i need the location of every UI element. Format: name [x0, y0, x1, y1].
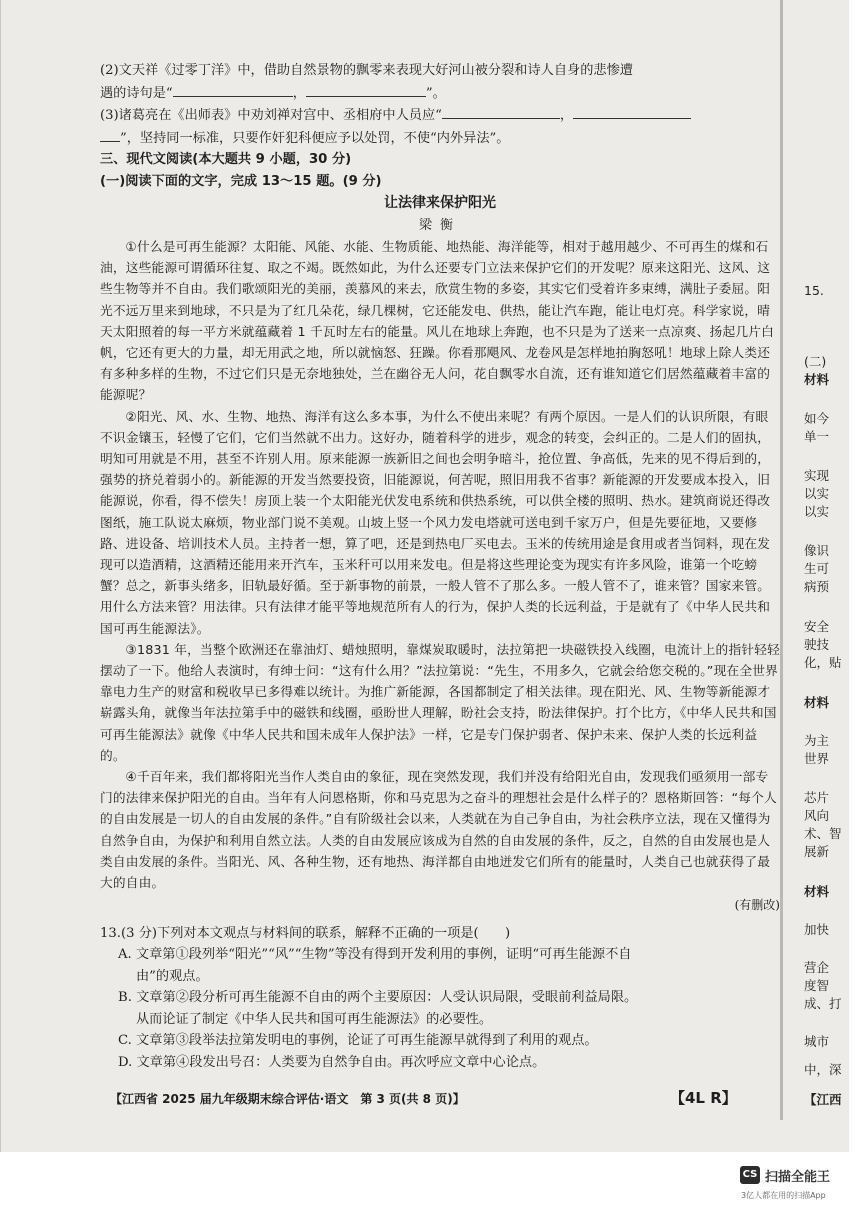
side-page-fragment: 芯片 — [804, 790, 830, 805]
answer-blank — [573, 104, 691, 119]
section-subheading: (一)阅读下面的文字，完成 13～15 题。(9 分) — [100, 173, 382, 189]
side-page-fragment: 材料 — [804, 372, 830, 387]
side-page-fragment: 世界 — [804, 751, 830, 766]
side-page-fragment: 单一 — [804, 429, 830, 444]
q2-comma: ， — [292, 85, 306, 101]
article-paragraph: ④千百年来，我们都将阳光当作人类自由的象征，现在突然发现，我们并没有给阳光自由，发现我们亟须用一部专门的法律来保护阳光的自由。当年有人问恩格斯，你和马克思为之奋斗的理想社会是什么样子的？恩格斯回答：“每个人的自由发展是一切人的自由发展的条件。”自有阶级社会以来，人类就在为自己争自由，为社会秩序立法，现在又懂得为自然争自由，为保护和利用自然立法。人类的自由发展应该成为自然的自由发展的条件，反之，自然的自由发展也是人类自由发展的条件。当阳光、风、各种生物，还有地热、海洋都自由地迸发它们所有的能量时，人类自己也就获得了最大的自由。 — [100, 769, 777, 891]
answer-blank — [442, 104, 560, 119]
watermark-brand: 扫描全能王 — [765, 1170, 831, 1185]
side-page-fragment: 度智 — [804, 978, 830, 993]
side-page-fragment: 营企 — [804, 960, 830, 975]
side-page-fragment: 以实 — [804, 486, 830, 501]
side-page-fragment: 风向 — [804, 808, 830, 823]
q13-option-c: C. 文章第③段举法拉第发明电的事例，论证了可再生能源早就得到了利用的观点。 — [118, 1033, 598, 1049]
q13-option-b: B. 文章第②段分析可再生能源不自由的两个主要原因：人受认识局限，受眼前利益局限。 — [118, 990, 638, 1006]
question-13 — [100, 923, 780, 1074]
side-page-fragment: 化，贴 — [804, 655, 842, 670]
answer-blank — [306, 82, 426, 97]
page-content — [100, 60, 780, 1073]
answer-blank — [173, 82, 293, 97]
side-page-fragment: 【江西 — [804, 1092, 842, 1107]
side-page-fragment: 安全 — [804, 619, 830, 634]
side-page-fragment: 如今 — [804, 411, 830, 426]
q3-rest: ”，坚持同一标准，只要作奸犯科便应予以处罚，不使“内外异法”。 — [120, 130, 510, 146]
article-author: 梁衡 — [418, 217, 461, 233]
side-page-fragment: 以实 — [804, 504, 830, 519]
side-page-fragment: 展新 — [804, 844, 830, 859]
answer-blank — [100, 127, 120, 142]
page-fold-shadow — [780, 0, 783, 1120]
article-paragraph: ③1831 年，当整个欧洲还在靠油灯、蜡烛照明，靠煤炭取暖时，法拉第把一块磁铁投入线圈，电流计上的指针轻轻摆动了一下。他给人表演时，有绅士问：“这有什么用？”法拉第说：“先生，不用多久，它就会给您交税的。”现在全世界靠电力生产的财富和税收早已多得难以统计。为推广新能源，各国都制定了相关法律。现在阳光、风、生物等新能源才崭露头角，就像当年法拉第手中的磁铁和线圈，亟盼世人理解，盼社会支持，盼法律保护。打个比方，《中华人民共和国可再生能源法》就像《中华人民共和国未成年人保护法》一样，它是专门保护弱者、保护未来、保护人类的长远利益的。 — [100, 641, 780, 763]
footer-exam-info: 【江西省 2025 届九年级期末综合评估·语文 第 3 页(共 8 页)】 — [110, 1092, 465, 1106]
q3-line1 — [100, 104, 780, 127]
edit-note: (有删改) — [734, 898, 780, 913]
q3-prefix: (3)诸葛亮在《出师表》中劝刘禅对宫中、丞相府中人员应“ — [100, 108, 442, 123]
q13-option-a-cont: 由”的观点。 — [136, 968, 209, 984]
q2-line2 — [100, 82, 780, 105]
side-page-fragment: 中，深 — [804, 1062, 842, 1077]
q13-stem: 13.(3 分)下列对本文观点与材料间的联系，解释不正确的一项是( ) — [100, 925, 511, 941]
article-body — [100, 236, 780, 893]
footer-code: 【4L R】 — [670, 1089, 737, 1107]
q3-line2 — [100, 127, 780, 150]
page-footer — [110, 1090, 800, 1107]
q2-suffix: ”。 — [425, 85, 446, 101]
q13-option-d: D. 文章第④段发出号召：人类要为自然争自由。再次呼应文章中心论点。 — [118, 1054, 546, 1070]
q13-option-a: A. 文章第①段列举“阳光”“风”“生物”等没有得到开发利用的事例，证明“可再生能源不自 — [118, 947, 632, 963]
side-page-fragment: 实现 — [804, 468, 830, 483]
side-page-fragment: 为主 — [804, 733, 830, 748]
side-page-fragment: 像识 — [804, 543, 830, 558]
camscanner-logo-icon: CS — [740, 1166, 760, 1184]
q2-line1: (2)文天祥《过零丁洋》中，借助自然景物的飘零来表现大好河山被分裂和诗人自身的悲惨遭 — [100, 63, 633, 78]
side-page-fragment: 材料 — [804, 884, 830, 899]
side-page-fragment: 成、打 — [804, 996, 842, 1011]
q3-comma: ， — [559, 108, 574, 123]
side-page-fragment: 驶技 — [804, 637, 830, 652]
watermark-tagline: 3亿人都在用的扫描App — [741, 1191, 826, 1200]
section-heading: 三、现代文阅读(本大题共 9 小题，30 分) — [100, 152, 352, 167]
side-page-fragment: (二) — [804, 354, 827, 369]
q13-option-b-cont: 从而论证了制定《中华人民共和国可再生能源法》的必要性。 — [136, 1011, 493, 1027]
side-page-fragment: 城市 — [804, 1034, 830, 1049]
side-page-fragment: 15. — [804, 283, 824, 298]
q2-prefix: 遇的诗句是“ — [100, 85, 173, 101]
side-page-fragment: 加快 — [804, 922, 830, 937]
article-title: 让法律来保护阳光 — [384, 195, 496, 211]
article-paragraph: ①什么是可再生能源？太阳能、风能、水能、生物质能、地热能、海洋能等，相对于越用越少、不可再生的煤和石油，这些能源可谓循环往复、取之不竭。既然如此，为什么还要专门立法来保护它们的开发呢？原来这阳光、这风、这些生物等并不自由。我们歌颂阳光的美丽，羡慕风的来去，欣赏生物的多姿，其实它们受着许多束缚，满肚子委屈。阳光不远万里来到地球，不只是为了红几朵花，绿几棵树，它还能发电、供热，能让汽车跑，能让电灯亮。科学家说，晴天太阳照着的每一平方米就蕴藏着 1 千瓦时左右的能量。风儿在地球上奔跑，也不只是为了送来一点凉爽、扬起几片白帆，它还有更大的力量，却无用武之地，所以就恼怒、狂躁。你看那飓风、龙卷风是怎样地拍胸怒吼！地球上除人类还有多种多样的生物，不过它们只是无奈地独处，兰在幽谷无人问，花自飘零水自流，还有谁知道它们居然蕴藏着丰富的能源呢？ — [100, 239, 774, 403]
article-paragraph: ②阳光、风、水、生物、地热、海洋有这么多本事，为什么不使出来呢？有两个原因。一是人们的认识所限，有眼不识金镶玉，轻慢了它们，它们当然就不出力。这好办，随着科学的进步，观念的转变，会纠正的。二是人们的固执，明知可用就是不用，甚至不许别人用。原来能源一族新旧之间也会明争暗斗，抢位置、争高低，先来的见不得后到的，强势的挤兑着弱小的。新能源的开发当然要投资，旧能源说，何苦呢，照旧用我不省事？新能源的开发要成本投入，旧能源说，你看，得不偿失！房顶上装一个太阳能光伏发电系统和供热系统，可以供全楼的照明、热水。建筑商说还得改图纸，施工队说太麻烦，物业部门说不美观。山坡上竖一个风力发电塔就可送电到千家万户，但是先要征地，又要修路、进设备、培训技术人员。主持者一想，算了吧，还是到热电厂买电去。玉米的传统用途是食用或者当饲料，现在发现可以造酒精，这酒精还能用来开汽车，玉米秆可以用来发电。但是将这些理论变为现实有许多风险，谁第一个吃螃蟹？总之，新事头绪多，旧轨最好循。至于新事物的前景，一般人管不了那么多。一般人管不了，谁来管？国家来管。用什么方法来管？用法律。只有法律才能平等地规范所有人的行为，保护人类的长远利益，于是就有了《中华人民共和国可再生能源法》。 — [100, 408, 771, 636]
side-page-fragment: 生可 — [804, 561, 830, 576]
side-page-fragment: 术、智 — [804, 826, 842, 841]
side-page-fragment: 材料 — [804, 695, 830, 710]
side-page-fragment: 病预 — [804, 579, 830, 594]
